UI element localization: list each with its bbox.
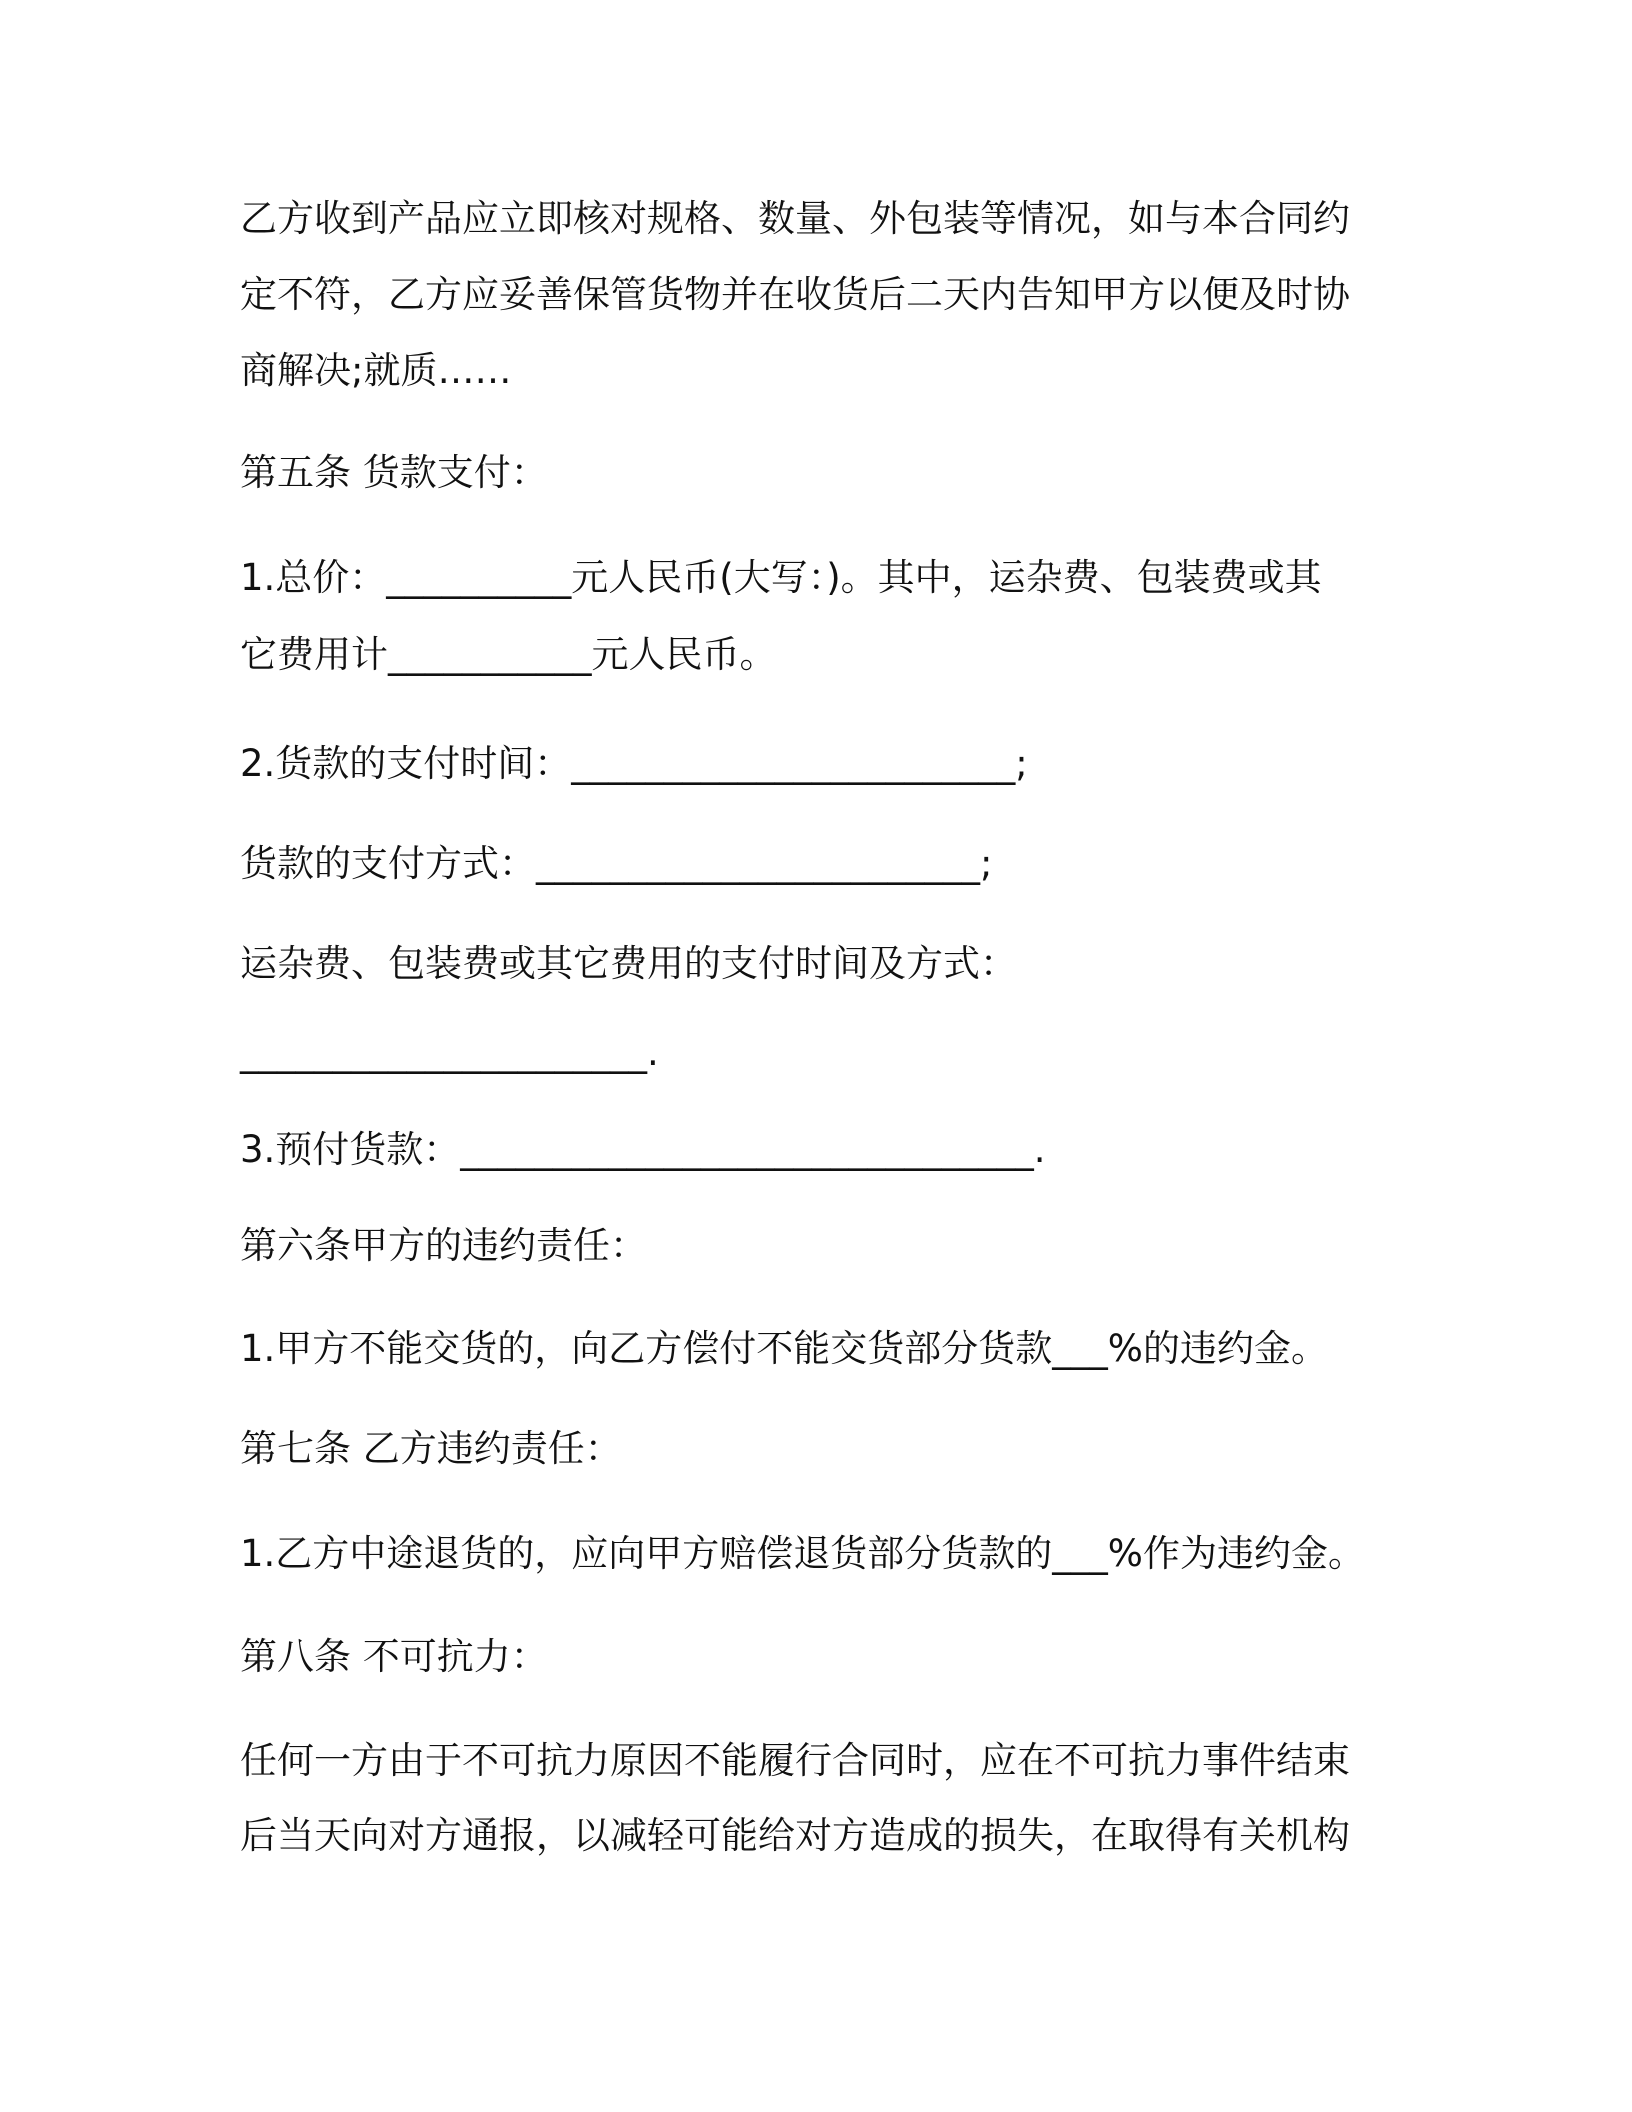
other-fees-line: 它费用计___________元人民币。 [240,633,777,676]
party-a-penalty-line: 1.甲方不能交货的，向乙方偿付不能交货部分货款___%的违约金。 [240,1327,1328,1370]
force-majeure-line-2: 后当天向对方通报，以减轻可能给对方造成的损失，在取得有关机构 [240,1814,1350,1857]
article-6-heading: 第六条甲方的违约责任： [240,1224,647,1267]
force-majeure-line-1: 任何一方由于不可抗力原因不能履行合同时，应在不可抗力事件结束 [240,1739,1350,1782]
payment-time-line: 2.货款的支付时间：________________________; [240,742,1028,785]
party-b-penalty-line: 1.乙方中途退货的，应向甲方赔偿退货部分货款的___%作为违约金。 [240,1532,1365,1575]
payment-method-line: 货款的支付方式：________________________; [240,842,993,885]
article-7-heading: 第七条 乙方违约责任： [240,1427,622,1470]
paragraph-line-1: 乙方收到产品应立即核对规格、数量、外包装等情况，如与本合同约 [240,197,1350,240]
paragraph-line-3: 商解决;就质…… [240,349,512,392]
article-5-heading: 第五条 货款支付： [240,451,548,494]
article-8-heading: 第八条 不可抗力： [240,1635,548,1678]
fees-payment-blank: ______________________. [240,1031,659,1074]
total-price-line: 1.总价：__________元人民币(大写：)。其中，运杂费、包装费或其 [240,556,1322,599]
fees-payment-line: 运杂费、包装费或其它费用的支付时间及方式： [240,942,1017,985]
prepayment-line: 3.预付货款：_______________________________. [240,1128,1046,1171]
paragraph-line-2: 定不符，乙方应妥善保管货物并在收货后二天内告知甲方以便及时协 [240,273,1350,316]
